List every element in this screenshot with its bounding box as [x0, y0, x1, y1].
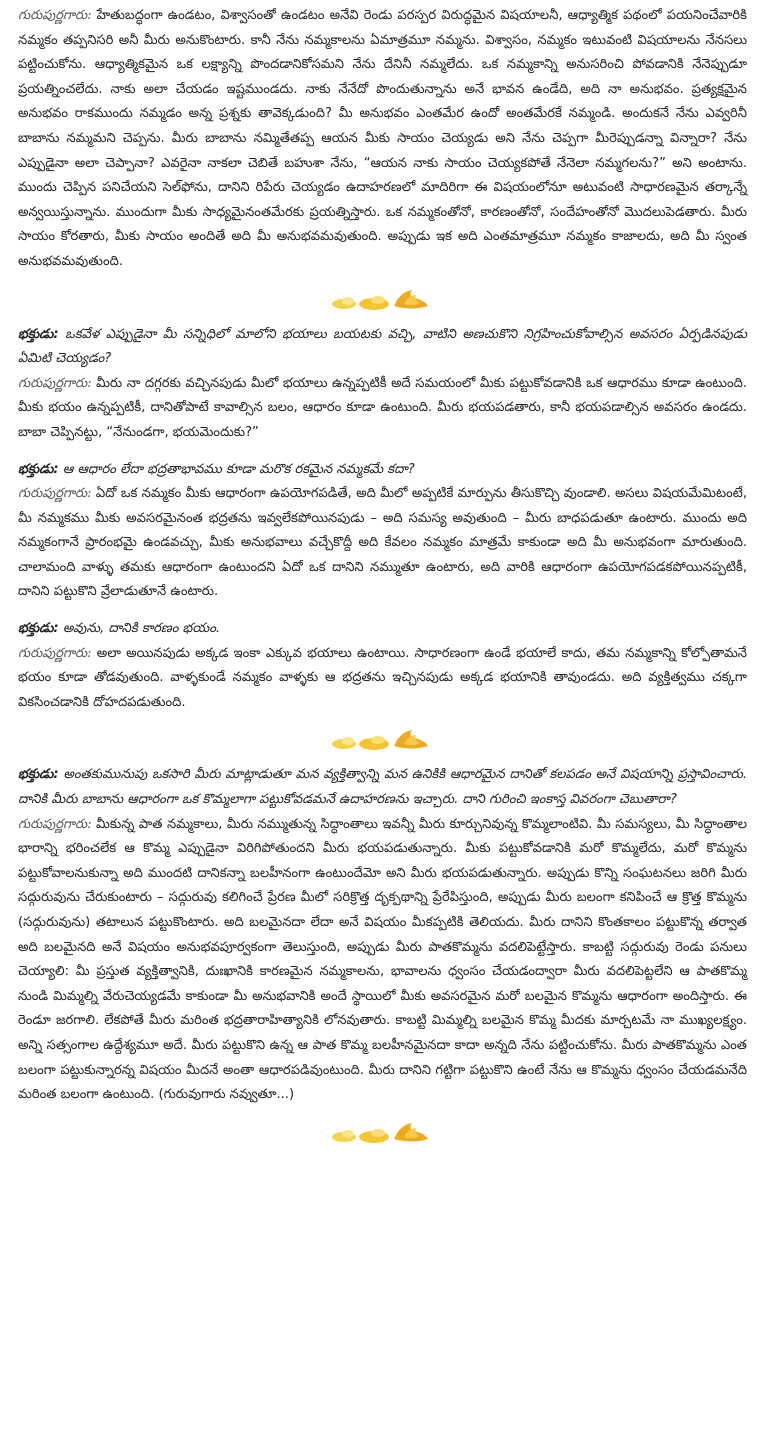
question-text: ఆ ఆధారం లేదా భద్రతాభావము కూడా మరొక రకమైన నమ్మకమే కదా?: [62, 461, 415, 477]
question-text: అంతకుమునుపు ఒకసారి మీరు మాట్లాడుతూ మన వ్యక్తిత్వాన్ని మన ఉనికికి ఆధారమైన దానితో కలపడం అనే విషయాన్ని ప్రస్తావించారు. దానికి మీరు బాబాను ఆధారంగా ఒక కొమ్మలాగా పట్టుకోవడమనే ఉదాహరణను ఇచ్చారు. దాని గురించి ఇంకాస్త వివరంగా చెబుతారా?: [18, 767, 748, 808]
ornament-divider: [18, 715, 747, 763]
question-text: ఒకవేళ ఎప్పుడైనా మీ సన్నిధిలో మాలోని భయాలు బయటకు వచ్చి, వాటిని అణచుకొని నిగ్రహించుకోవాల్సిన అవసరం ఏర్పడినపుడు ఏమిటి చెయ్యడం?: [18, 326, 747, 367]
flame-ornament-icon: [328, 724, 438, 754]
answer-text: ఏదో ఒక నమ్మకం మీకు ఆధారంగా ఉపయోగపడితే, అది మీలో అప్పటికే మార్పును తీసుకొచ్చి వుండాలి. అసలు విషయమేమిటంటే, మీ నమ్మకము మీకు అవసరమైనంత భద్రతను ఇవ్వలేకపోయినపుడు – అది సమస్య అవుతుంది – మీరు బాధపడుతూ ఉంటారు. ముందు అది నమ్మకంగానే ప్రారంభమై ఉండవచ్చు, మీకు అనుభవాలు వచ్చేకొద్దీ అది కేవలం నమ్మకం మాత్రమే కాకుండా అది మీ అనుభవంగా మారుతుంది. చాలామంది వాళ్ళు తమకు ఆధారంగా ఉంటుందని ఏదో ఒక దానిని నమ్ముతూ ఉంటారు, అది వారికి ఆధారంగా ఉపయోగపడకపోయినప్పటికీ, దానిని పట్టుకొని వ్రేలాడుతూనే ఉంటారు.: [18, 486, 747, 600]
ornament-divider: [18, 275, 747, 323]
guru-answer: [18, 4, 747, 275]
guru-label: గురుపుర్ణగారు:: [18, 816, 92, 832]
devotee-question: [18, 323, 747, 372]
guru-answer: [18, 482, 747, 605]
devotee-label: భక్తుడు:: [18, 621, 59, 637]
guru-answer: [18, 642, 747, 716]
devotee-question: [18, 763, 747, 812]
devotee-question: [18, 458, 747, 483]
guru-label: గురుపుర్ణగారు:: [18, 375, 92, 391]
guru-label: గురుపుర్ణగారు:: [18, 645, 92, 661]
ornament-divider: [18, 1108, 747, 1156]
guru-answer: [18, 372, 747, 446]
guru-label: గురుపుర్ణగారు:: [18, 8, 92, 23]
answer-text: హేతుబద్ధంగా ఉండటం, విశ్వాసంతో ఉండటం అనేవి రెండు పరస్పర విరుద్ధమైన విషయాలనీ, ఆధ్యాత్మిక పథంలో పయనించేవారికి నమ్మకం తప్పనిసరి అనీ మీరు అనుకొంటారు. కానీ నేను నమ్మకాలను ఏమాత్రమూ నమ్మను. విశ్వాసం, నమ్మకం ఇటువంటి విషయాలను నేనసలు పట్టించుకోను. ఆధ్యాత్మికమైన ఒక లక్ష్యాన్ని పొందడానికోసమని నేను దేనినీ నమ్మలేదు. ఒక నమ్మకాన్ని అనుసరించి పోవడానికి నేనెప్పుడూ ప్రయత్నించలేదు. నాకు అలా చేయడం ఇష్టముండదు. నాకు నేనేదో పొందుతున్నాను అనే భావన ఉండేది, అది నా అనుభవం. ప్రత్యక్షమైన అనుభవం రాకముందు నమ్మడం అన్న ప్రశ్నకు తావెక్కడుంది? మీ అనుభవం ఎంతమేర ఉందో అంతమేరకే నమ్మండి. అందుకనే నేను ఎవ్వరినీ బాబాను నమ్మమని చెప్పను. మీరు బాబాను నమ్మితేతప్ప ఆయన మీకు సాయం చెయ్యడు అని నేను చెప్పగా మీరెప్పుడన్నా విన్నారా? నేను ఎప్పుడైనా అలా చెప్పానా? ఎవరైనా నాకలా చెబితే బహుశా నేను, “ఆయన నాకు సాయం చెయ్యకపోతే నేనెలా నమ్మగలను?” అని అంటాను. ముందు చెప్పిన పనిచేయని సెల్‌ఫోను, దానిని రిపేరు చెయ్యడం ఉదాహరణలో మాదిరిగా ఈ విషయంలోనూ అటువంటి సాధారణమైన తర్కాన్నే అన్వయిస్తున్నాను. ముందుగా మీకు సాధ్యమైనంతమేరకు ప్రయత్నిస్తారు. ఒక నమ్మకంతోనో, కారణంతోనో, సందేహంతోనో మొదలుపెడతారు. మీరు సాయం కోరతారు, మీకు సాయం అందితే అది మీ అనుభవమవుతుంది. అప్పుడు ఇక అది ఎంతమాత్రమూ నమ్మకం కాజాలదు, అది మీ స్వంత అనుభవమవుతుంది.: [18, 8, 747, 269]
answer-text: మీరు నా దగ్గరకు వచ్చినపుడు మీలో భయాలు ఉన్నప్పటికీ అదే సమయంలో మీకు పట్టుకోవడానికి ఒక ఆధారము కూడా ఉంటుంది. మీకు భయం ఉన్నప్పటికీ, దానితోపాటే కావాల్సిన బలం, ఆధారం కూడా ఉంటుంది. మీరు భయపడతారు, కానీ భయపడాల్సిన అవసరం ఉండదు. బాబా చెప్పినట్టు, “నేనుండగా, భయమెందుకు?”: [18, 375, 747, 440]
question-text: అవును, దానికి కారణం భయం.: [62, 621, 221, 637]
devotee-question: [18, 617, 747, 642]
flame-ornament-icon: [328, 1117, 438, 1147]
guru-answer: [18, 813, 747, 1108]
devotee-label: భక్తుడు:: [18, 461, 59, 477]
answer-text: అలా అయినపుడు అక్కడ ఇంకా ఎక్కువ భయాలు ఉంటాయి. సాధారణంగా ఉండే భయాలే కాదు, తమ నమ్మకాన్ని కోల్పోతామనే భయం కూడా తోడవుతుంది. వాళ్ళకుండే నమ్మకం వాళ్ళకు ఆ భద్రతను ఇచ్చినపుడు అక్కడ భయానికి తావుండదు. అది వ్యక్తిత్వము చక్కగా వికసించడానికి దోహదపడుతుంది.: [18, 645, 747, 710]
answer-text: మీకున్న పాత నమ్మకాలు, మీరు నమ్ముతున్న సిద్ధాంతాలు ఇవన్నీ మీరు కూర్చునివున్న కొమ్మలాంటివి. మీ సమస్యలు, మీ సిద్ధాంతాల భారాన్ని భరించలేక ఆ కొమ్మ ఎప్పుడైనా విరిగిపోతుందని మీరు భయపడుతున్నారు. మీకు పట్టుకోవడానికి మరో కొమ్మలేదు, మరో కొమ్మను పట్టుకోవాలనుకున్నా అది ముందటి దానికన్నా బలహీనంగా ఉంటుందేమో అని మీరు భయపడుతున్నారు. అప్పుడు కొన్ని సంఘటనలు జరిగి మీరు సద్గురువును చేరుకుంటారు – సద్గురువు కలిగించే ప్రేరణ మీలో సరిక్రొత్త దృక్పథాన్ని ప్రేరేపిస్తుంది, అప్పుడు మీరు బలంగా కనిపించే ఆ క్రొత్త కొమ్మను (సద్గురువును) తటాలున పట్టుకొంటారు. అది బలమైనదా లేదా అనే విషయం మీకప్పటికి తెలియదు. మీరు దానిని కొంతకాలం పట్టుకొన్న తర్వాత అది బలమైనది అనే విషయం అనుభవపూర్వకంగా తెలుస్తుంది, అప్పుడు మీరు పాతకొమ్మను వదలిపెట్టేస్తారు. కాబట్టి సద్గురువు రెండు పనులు చెయ్యాలి: మీ ప్రస్తుత వ్యక్తిత్వానికి, దుఃఖానికి కారణమైన నమ్మకాలను, భావాలను ధ్వంసం చేయడంద్వారా మీరు వదలిపెట్టలేని ఆ పాతకొమ్మ నుండి మిమ్మల్ని వేరుచెయ్యడమే కాకుండా మీ అనుభవానికి అందే స్థాయిలో మీకు అవసరమైన మరో బలమైన కొమ్మను ఆధారంగా అందిస్తారు. ఈ రెండూ జరగాలి. లేకపోతే మీరు మరింత భద్రతారాహిత్యానికి లోనవుతారు. కాబట్టి మిమ్మల్ని బలమైన కొమ్మ మీదకు మార్చటమే నా ముఖ్యలక్ష్యం. అన్ని సత్సంగాల ఉద్దేశ్యమూ అదే. మీరు పట్టుకొని ఉన్న ఆ పాత కొమ్మ బలహీనమైనదా కాదా అన్నది నేను పట్టించుకోను. మీరు పాతకొమ్మను ఎంత బలంగా పట్టుకున్నారన్న విషయం మీదనే అంతా ఆధారపడివుంటుంది. మీరు దానిని గట్టిగా పట్టుకొని ఉంటే నేను ఆ కొమ్మను ధ్వంసం చేయడమనేది మరింత బలంగా ఉంటుంది. (గురువుగారు నవ్వుతూ...): [18, 816, 747, 1103]
flame-ornament-icon: [328, 284, 438, 314]
guru-label: గురుపుర్ణగారు:: [18, 486, 92, 502]
devotee-label: భక్తుడు:: [18, 767, 59, 783]
devotee-label: భక్తుడు:: [18, 326, 59, 342]
